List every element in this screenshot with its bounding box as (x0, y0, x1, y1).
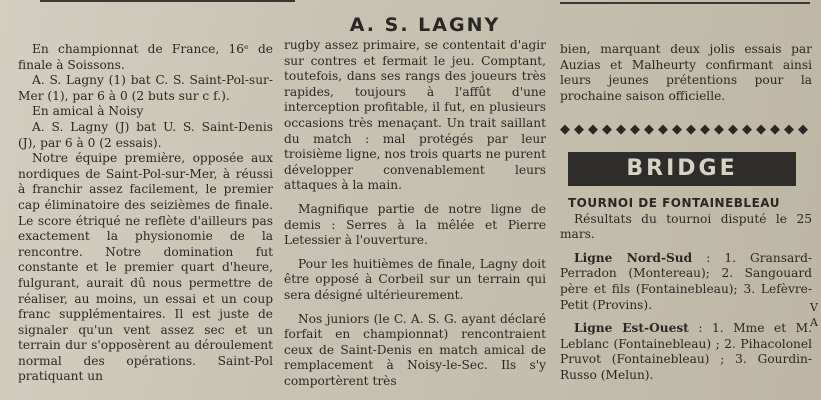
edge-clipped-text: V A (810, 301, 818, 329)
article-headline: A. S. LAGNY (349, 14, 501, 36)
paragraph: rugby assez primaire, se contentait d'agir sur contres et fermait le jeu. Comptant, toutefois, dans ses rangs des joueurs très rapides, toujours à l'affût d'une interception profitable, il fut, en plusieurs occasions très menaçant. Un trait saillant du match : mal protégés par leur troisième ligne, nos trois quarts ne purent développer convenablement leurs attaques à la main. (284, 38, 546, 193)
paragraph: Notre équipe première, opposée aux nordiques de Saint-Pol-sur-Mer, à réussi à franchir assez facilement, le premier cap éliminatoire des seizièmes de finale. Le score étriqué ne reflète d'ailleurs pas exactement la physionomie de la rencontre. Notre domination fut constante et le premier quart d'heure, fulgurant, aurait dû nous permettre de réaliser, au moins, un essai et un coup franc supplémentaires. Il est juste de signaler qu'un vent assez sec et un terrain dur s'opposèrent au déroulement normal des opérations. Saint-Pol pratiquant un (18, 151, 273, 384)
results-north-south (560, 251, 812, 313)
article-column-1 (18, 42, 273, 385)
tournament-title: TOURNOI DE FONTAINEBLEAU (568, 195, 780, 210)
article-column-3 (560, 42, 812, 384)
paragraph: Pour les huitièmes de finale, Lagny doit être opposé à Corbeil sur un terrain qui sera désigné ultérieurement. (284, 256, 546, 302)
line-results: : 1. Gransard-Perradon (Montereau); 2. Sangouard père et fils (Fontainebleau); 3. Lefèvre-Petit (Provins). (560, 250, 812, 312)
article-column-2 (284, 38, 546, 389)
diamond-divider: ◆◆◆◆◆◆◆◆◆◆◆◆◆◆◆◆◆◆ (560, 122, 812, 138)
paragraph: A. S. Lagny (J) bat U. S. Saint-Denis (J), par 6 à 0 (2 essais). (18, 119, 273, 150)
line-results: : 1. Mme et M. Leblanc (Fontainebleau) ; 2. Pihacolonel Pruvot (Fontainebleau) ; 3. Gourdin-Russo (Melun). (560, 321, 812, 382)
paragraph: A. S. Lagny (1) bat C. S. Saint-Pol-sur-Mer (1), par 6 à 0 (2 buts sur c f.). (18, 73, 273, 103)
results-east-west (560, 321, 812, 383)
top-rule-left (40, 0, 295, 2)
paragraph: bien, marquant deux jolis essais par Auzias et Malheurty confirmant ainsi leurs jeunes prétentions pour la prochaine saison officielle. (560, 42, 812, 103)
paragraph: En championnat de France, 16ᵉ de finale à Soissons. (18, 42, 273, 72)
bridge-banner (568, 152, 796, 186)
paragraph: Nos juniors (le C. A. S. G. ayant déclaré forfait en championnat) rencontraient ceux de Saint-Denis en match amical de remplacement à Noisy-le-Sec. Ils s'y comportèrent très (284, 311, 546, 388)
paragraph: Magnifique partie de notre ligne de demis : Serres à la mêlée et Pierre Letessier à l'ouverture. (284, 201, 546, 248)
line-label: Ligne Nord-Sud (574, 250, 693, 265)
bridge-title: BRIDGE (626, 156, 738, 182)
top-rule-right (560, 2, 810, 4)
line-label: Ligne Est-Ouest (574, 321, 689, 336)
results-intro: Résultats du tournoi disputé le 25 mars. (560, 211, 812, 242)
paragraph: En amical à Noisy (32, 104, 144, 119)
